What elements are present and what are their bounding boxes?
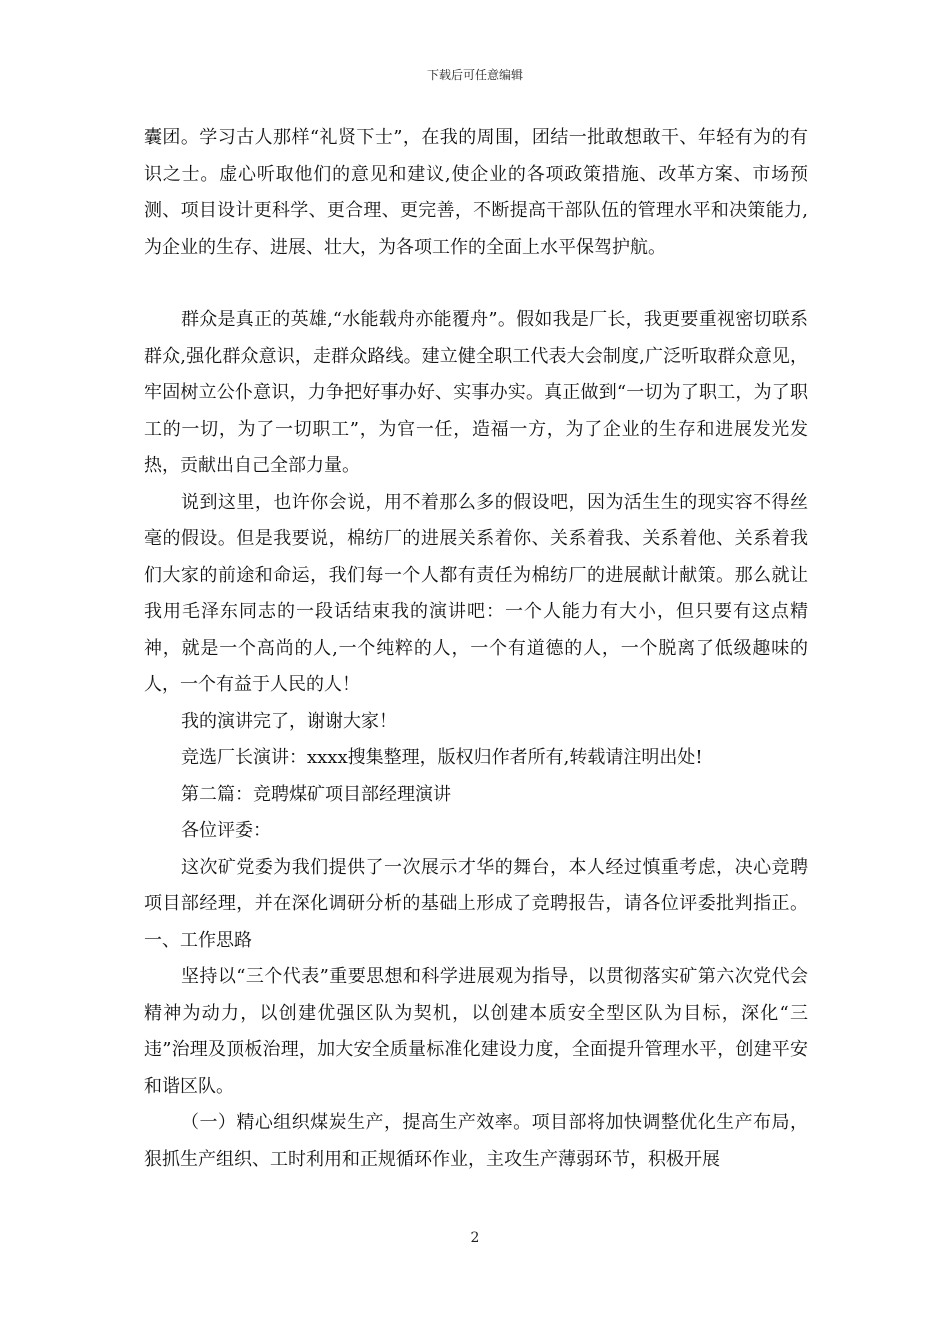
paragraph-2: 群众是真正的英雄,“水能载舟亦能覆舟”。假如我是厂长，我更要重视密切联系群众,强化群众意识，走群众路线。建立健全职工代表大会制度,广泛听取群众意见，牢固树立公仆意识，力争把好事办好、实事办实。真正做到“一切为了职工，为了职工的一切，为了一切职工”，为官一任，造福一方，为了企业的生存和进展发光发热，贡献出自己全部力量。 (144, 309, 808, 476)
document-body (144, 120, 808, 1178)
paragraph-8: （一）精心组织煤炭生产，提高生产效率。项目部将加快调整优化生产布局，狠抓生产组织、工时利用和正规循环作业，主攻生产薄弱环节，积极开展 (144, 1112, 808, 1170)
paragraph-6: 这次矿党委为我们提供了一次展示才华的舞台，本人经过慎重考虑，决心竞聘项目部经理，并在深化调研分析的基础上形成了竞聘报告，请各位评委批判指正。一、工作思路 (144, 856, 808, 951)
paragraph-4: 我的演讲完了，谢谢大家！ (181, 710, 397, 732)
paragraph-3: 说到这里，也许你会说，用不着那么多的假设吧，因为活生生的现实容不得丝毫的假设。但是我要说，棉纺厂的进展关系着你、关系着我、关系着他、关系着我们大家的前途和命运，我们每一个人都有责任为棉纺厂的进展献计献策。那么就让我用毛泽东同志的一段话结束我的演讲吧：一个人能力有大小，但只要有这点精神，就是一个高尚的人,一个纯粹的人，一个有道德的人，一个脱离了低级趣味的人，一个有益于人民的人！ (144, 491, 808, 695)
paragraph-1: 囊团。学习古人那样“礼贤下士”，在我的周围，团结一批敢想敢干、年轻有为的有识之士。虚心听取他们的意见和建议,使企业的各项政策措施、改革方案、市场预测、项目设计更科学、更合理、更完善，不断提高干部队伍的管理水平和决策能力,为企业的生存、进展、壮大，为各项工作的全面上水平保驾护航。 (144, 127, 808, 258)
paragraph-5: 竞选厂长演讲：xxxx搜集整理，版权归作者所有,转载请注明出处! (181, 747, 703, 768)
page-header: 下载后可任意编辑 (426, 68, 523, 82)
paragraph-gap (144, 266, 808, 302)
salutation: 各位评委： (181, 820, 271, 841)
section-title: 第二篇：竞聘煤矿项目部经理演讲 (181, 783, 451, 805)
page-number: 2 (470, 1230, 480, 1246)
paragraph-7: 坚持以“三个代表”重要思想和科学进展观为指导，以贯彻落实矿第六次党代会精神为动力，以创建优强区队为契机，以创建本质安全型区队为目标，深化“三违”治理及顶板治理，加大安全质量标准化建设力度，全面提升管理水平，创建平安和谐区队。 (144, 966, 808, 1097)
